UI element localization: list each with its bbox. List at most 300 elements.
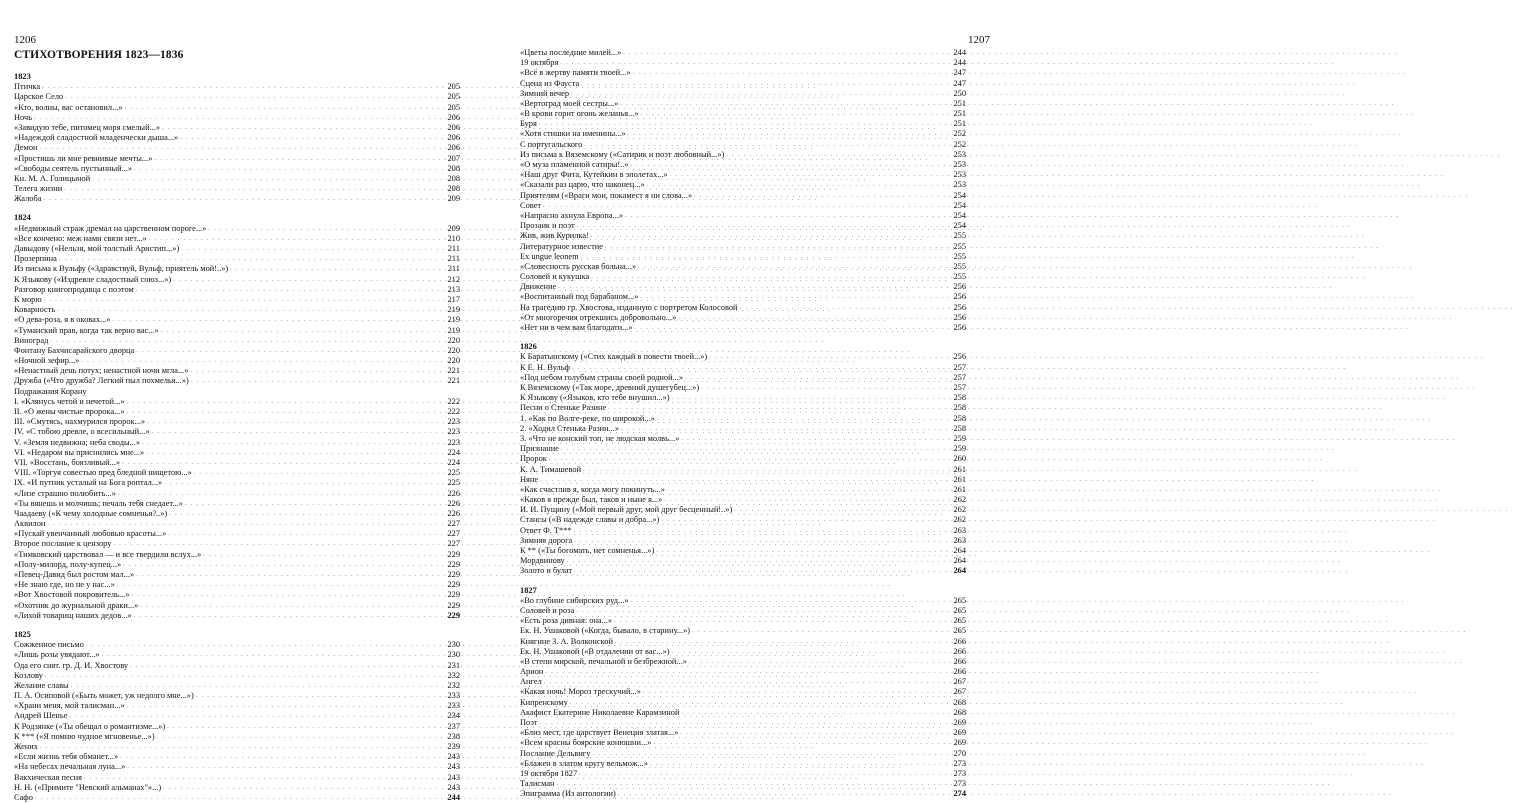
entry-title: Соловей и роза (520, 605, 575, 615)
entry-page: 258 (953, 393, 966, 403)
entry-page: 247 (953, 68, 966, 78)
entry-title: Кн. М. А. Голицыной (14, 173, 91, 183)
entry-title: «Недвижный страж дремал на царственном пороге...» (14, 223, 207, 233)
entry-title: Прозаик и поэт (520, 221, 575, 231)
entry-page: 225 (447, 478, 460, 488)
entry-title: «Певец-Давид был ростом мал...» (14, 570, 135, 580)
entry-title: Дружба («Что дружба? Легкий пыл похмелья...») (14, 376, 189, 386)
entry-title: К ** («Ты богомать, нет сомненья...») (520, 546, 655, 555)
entry-page: 227 (447, 539, 460, 549)
entry-page: 265 (953, 626, 966, 636)
entry-page: 253 (953, 160, 966, 170)
entry-title: К Языкову («Языков, кто тебе внушил...») (520, 393, 670, 403)
dot-leader (618, 788, 952, 799)
entry-page: 259 (953, 433, 966, 443)
entry-title: Фонтану Бахчисарайского дворца (14, 345, 135, 355)
entry-title: Золото и булат (520, 566, 573, 576)
entry-title: «Близ мест, где царствует Венеция златая...» (520, 728, 679, 738)
entry-page: 208 (447, 173, 460, 183)
entry-title: «Все кончено: меж нами связи нет...» (14, 233, 147, 243)
entry-title: К морю (14, 294, 42, 304)
year-section (14, 213, 460, 621)
entry-page: 231 (447, 660, 460, 670)
entry-page: 267 (953, 687, 966, 697)
entry-page: 221 (447, 376, 460, 386)
entry-title: «Во глубине сибирских руд...» (520, 595, 629, 605)
entry-title: П. А. Осиповой («Быть может, уж недолго мне...») (14, 691, 194, 701)
entry-page: 262 (953, 495, 966, 505)
entry-title: Телега жизни (14, 184, 63, 194)
section-year: 1827 (520, 585, 537, 595)
entry-title: Литературное известие (520, 241, 603, 251)
entry-title: Андрей Шенье (14, 711, 68, 721)
entry-page: 253 (953, 180, 966, 190)
entry-title: «Вот Хвостовой покровитель...» (14, 590, 130, 600)
entry-page: 256 (953, 352, 966, 362)
dot-leader (191, 375, 446, 386)
entry-page: 230 (447, 650, 460, 660)
year-section (520, 342, 966, 576)
entry-title: «Простишь ли мне ревнивые мечты...» (14, 153, 153, 163)
entry-title: Ек. Н. Ушаковой («Когда, бывало, в старину...») (520, 626, 691, 636)
entry-title: Прозерпина (14, 254, 57, 264)
entry-title: Поэт (520, 718, 538, 728)
entry-page: 264 (953, 556, 966, 566)
entry-page: 255 (953, 261, 966, 271)
entry-title: Вакхическая песня (14, 772, 82, 782)
entry-title: «Полу-милорд, полу-купец...» (14, 559, 122, 569)
entry-title: Княгине З. А. Волконской (520, 636, 613, 646)
entry-page: 219 (447, 325, 460, 335)
entry-title: «В степи мирской, печальной и безбрежной...» (520, 656, 687, 666)
dot-leader (134, 610, 446, 621)
entry-title: Признание (520, 444, 559, 454)
entry-page: 220 (447, 356, 460, 366)
entry-page: 263 (953, 525, 966, 535)
entry-title: К Вяземскому («Так море, древний душегубец...») (520, 383, 700, 392)
entry-title: «Ночной зефир...» (14, 356, 80, 366)
year-section (14, 72, 460, 204)
entry-page: 232 (447, 670, 460, 680)
section-year: 1823 (14, 72, 31, 81)
entry-title: «Наш друг Фита, Кутейкин в эполетах...» (520, 170, 668, 180)
entry-page: 251 (953, 119, 966, 129)
entry-page: 264 (953, 546, 966, 555)
entry-page: 274 (953, 789, 966, 799)
entry-title: «На небесах печальная луна...» (14, 762, 126, 772)
entry-page: 265 (953, 595, 966, 605)
page-number: 1206 (14, 34, 36, 46)
entry-page: 224 (447, 447, 460, 457)
entry-page: 265 (953, 605, 966, 615)
entry-title: Ода его сият. гр. Д. И. Хвостову (14, 660, 129, 670)
entry-title: «Каков я прежде был, таков и ныне я...» (520, 495, 663, 505)
entry-title: «Пускай увенчанный любовью красоты...» (14, 529, 167, 539)
entry-title: II. «О жены чистые пророка...» (14, 407, 125, 417)
entry-page: 269 (953, 738, 966, 748)
page-number: 1207 (968, 34, 990, 46)
year-section (14, 630, 460, 803)
entry-page: 234 (447, 711, 460, 721)
entry-page: 268 (953, 707, 966, 717)
entry-title: «Напрасно ахнула Европа...» (520, 210, 624, 220)
entry-page: 254 (953, 190, 966, 200)
entry-title: Второе послание к цензору (14, 539, 112, 549)
entry-title: Песни о Стеньке Разине (520, 403, 607, 413)
entry-page: 257 (953, 383, 966, 392)
section-year: 1825 (14, 629, 31, 639)
entry-page: 252 (953, 139, 966, 149)
entry-page: 229 (447, 559, 460, 569)
entry-page: 273 (953, 768, 966, 778)
entry-page: 217 (447, 294, 460, 304)
entry-page: 266 (953, 636, 966, 646)
toc-entry (520, 789, 966, 799)
entry-page: 229 (447, 610, 460, 620)
dot-leader (35, 792, 446, 803)
entry-title: Демон (14, 143, 38, 153)
entry-title: «Под небом голубым страны своей родной...» (520, 372, 684, 382)
entry-title: «Какая ночь! Мороз трескучий...» (520, 687, 641, 697)
entry-page: 237 (447, 721, 460, 731)
entry-title: Движение (520, 282, 557, 292)
entry-page: 251 (953, 98, 966, 108)
entry-title: I. «Клянусь четой и нечетой...» (14, 396, 125, 406)
entry-page: 211 (447, 254, 460, 264)
entry-page: 270 (953, 748, 966, 758)
entry-title: Талисман (520, 779, 555, 789)
entry-page: 243 (447, 782, 460, 792)
entry-title: «Всем красны боярские конюшни...» (520, 738, 652, 748)
entry-title: Буря (520, 119, 537, 129)
year-section (520, 586, 966, 800)
dot-leader (574, 565, 951, 576)
entry-title: III. «Смутясь, нахмурился пророк...» (14, 417, 146, 427)
entry-title: «Воспитанный под барабаном...» (520, 292, 639, 302)
entry-page: 252 (953, 129, 966, 139)
entry-page: 211 (447, 264, 460, 274)
entry-page: 268 (953, 697, 966, 707)
entry-page: 269 (953, 728, 966, 738)
entry-page: 266 (953, 656, 966, 666)
entry-title: «О муза пламенной сатиры!..» (520, 160, 629, 170)
entry-title: «Кто, волны, вас остановил...» (14, 102, 123, 112)
entry-title: «Цветы последние милей...» (520, 47, 622, 57)
entry-page: 261 (953, 484, 966, 494)
dot-leader (43, 193, 445, 204)
entry-page: 256 (953, 312, 966, 322)
entry-title: 3. «Что не конский топ, не людская молвь...» (520, 433, 680, 443)
entry-page: 206 (447, 112, 460, 122)
entry-page: 208 (447, 163, 460, 173)
entry-page: 255 (953, 272, 966, 282)
table-of-contents (520, 48, 966, 800)
entry-page: 264 (953, 566, 966, 576)
entry-title: Виноград (14, 335, 49, 345)
entry-page: 266 (953, 646, 966, 656)
entry-page: 227 (447, 529, 460, 539)
entry-title: «Блажен в златом кругу вельмож...» (520, 758, 648, 768)
entry-page: 208 (447, 184, 460, 194)
entry-page: 269 (953, 718, 966, 728)
entry-page: 227 (447, 519, 460, 529)
table-of-contents (14, 72, 460, 803)
entry-title: Ex ungue leonem (520, 251, 579, 261)
entry-title: 2. «Ходил Стенька Разин...» (520, 423, 620, 433)
toc-entry (14, 194, 460, 204)
entry-title: «Лизе страшно полюбить...» (14, 488, 116, 498)
entry-title: «Лишь розы увядают...» (14, 650, 100, 660)
entry-page: 244 (953, 58, 966, 68)
entry-title: Давыдову («Нельзя, мой толстый Аристип...») (14, 244, 180, 254)
entry-title: IX. «И путник усталый на Бога роптал...» (14, 478, 163, 488)
entry-title: «Сказали раз царю, что наконец...» (520, 180, 645, 190)
entry-page: 262 (953, 515, 966, 525)
section-year: 1824 (14, 213, 31, 223)
entry-page: 247 (953, 78, 966, 88)
entry-title: Жених (14, 742, 38, 752)
entry-title: Чаадаеву («К чему холодные сомненья?..») (14, 508, 168, 518)
entry-title: Н. Н. («Примите "Невский альманах"»...) (14, 782, 162, 792)
entry-page: 212 (447, 274, 460, 284)
entry-title: «Тимковский царствовал — и все твердили вслух...» (14, 549, 202, 559)
entry-title: К Баратынскому («Стих каждый в повести твоей...») (520, 352, 708, 362)
entry-page: 254 (953, 200, 966, 210)
entry-title: 1. «Как по Волге-реке, по широкой...» (520, 413, 655, 423)
entry-page: 226 (447, 488, 460, 498)
entry-page: 244 (953, 47, 966, 57)
entry-page: 233 (447, 701, 460, 711)
entry-title: Ек. Н. Ушаковой («В отдалении от вас...») (520, 646, 670, 656)
entry-page: 223 (447, 427, 460, 437)
entry-title: «Свободы сеятель пустынный...» (14, 163, 133, 173)
entry-title: «Не знаю где, но не у нас...» (14, 580, 115, 590)
entry-title: К Родзянке («Ты обещал о романтизме...») (14, 721, 166, 731)
entry-page: 250 (953, 88, 966, 98)
entry-title: «Надеждой сладостной младенчески дыша...» (14, 133, 179, 143)
entry-page: 223 (447, 437, 460, 447)
entry-title: Зимний вечер (520, 88, 570, 98)
entry-page: 266 (953, 667, 966, 677)
entry-title: «Словесность русская больна...» (520, 261, 637, 271)
entry-page: 256 (953, 282, 966, 292)
entry-page: 226 (447, 498, 460, 508)
entry-title: Желание славы (14, 680, 69, 690)
entry-title: Соловей и кукушка (520, 272, 590, 282)
entry-title: «Как счастлив я, когда могу покинуть...» (520, 484, 665, 494)
entry-title: Кипренскому (520, 697, 568, 707)
entry-page: 206 (447, 122, 460, 132)
entry-title: Сцена из Фауста (520, 78, 580, 88)
entry-title: Зимняя дорога (520, 535, 573, 545)
entry-title: Коварность (14, 305, 56, 315)
entry-page: 229 (447, 580, 460, 590)
entry-page: 205 (447, 92, 460, 102)
entry-page: 254 (953, 221, 966, 231)
entry-page: 221 (447, 366, 460, 376)
entry-title: С португальского (520, 139, 583, 149)
entry-page: 226 (447, 508, 460, 518)
entry-page: 205 (447, 82, 460, 92)
entry-title: Подражания Корану (14, 386, 87, 396)
entry-page: 229 (447, 590, 460, 600)
entry-page: 206 (447, 143, 460, 153)
entry-title: VII. «Восстань, боязливый...» (14, 457, 121, 467)
entry-page: 209 (447, 223, 460, 233)
entry-title: «Если жизнь тебя обманет...» (14, 752, 119, 762)
dot-leader (635, 322, 952, 333)
entry-page: 211 (447, 244, 460, 254)
entry-page: 243 (447, 752, 460, 762)
entry-title: Мордвинову (520, 556, 565, 566)
entry-page: 260 (953, 454, 966, 464)
entry-page: 251 (953, 109, 966, 119)
entry-title: Жалоба (14, 194, 42, 204)
entry-page: 244 (447, 792, 460, 802)
entry-page: 273 (953, 779, 966, 789)
entry-page: 273 (953, 758, 966, 768)
entry-page: 239 (447, 742, 460, 752)
toc-entry (520, 323, 966, 333)
entry-page: 255 (953, 231, 966, 241)
entry-page: 229 (447, 549, 460, 559)
entry-title: «Ты вянешь и молчишь; печаль тебя снедает...» (14, 498, 183, 508)
entry-page: 222 (447, 407, 460, 417)
entry-page: 209 (447, 194, 460, 204)
entry-title: «Всё в жертву памяти твоей...» (520, 68, 631, 78)
entry-title: Арион (520, 667, 544, 677)
entry-title: К Языкову («Издревле сладостный союз...») (14, 274, 172, 284)
toc-entry (14, 611, 460, 621)
entry-page: 225 (447, 468, 460, 478)
entry-title: На трагедию гр. Хвостова, изданную с портретом Колосовой (520, 302, 738, 312)
entry-page: 262 (953, 505, 966, 515)
entry-page: 220 (447, 335, 460, 345)
entry-page: 265 (953, 616, 966, 626)
entry-page: 222 (447, 396, 460, 406)
toc-entry (14, 793, 460, 803)
entry-page: 255 (953, 251, 966, 261)
entry-page: 210 (447, 233, 460, 243)
entry-title: Совет (520, 200, 542, 210)
entry-page: 233 (447, 691, 460, 701)
entry-title: Из письма к Вяземскому («Сатирик и поэт любовный...») (520, 149, 725, 159)
entry-title: 19 октября (520, 58, 559, 68)
entry-page: 257 (953, 372, 966, 382)
entry-title: К *** («Я помню чудное мгновенье...») (14, 731, 155, 741)
entry-title: Няне (520, 474, 539, 484)
year-section (520, 48, 966, 333)
entry-page: 256 (953, 302, 966, 312)
entry-page: 205 (447, 102, 460, 112)
entry-page: 255 (953, 241, 966, 251)
entry-title: «От многоречия отрекшись добровольно...» (520, 312, 677, 322)
entry-title: «Охотник до журнальной драки...» (14, 600, 139, 610)
entry-title: Разговор книгопродавца с поэтом (14, 284, 134, 294)
entry-page: 243 (447, 762, 460, 772)
entry-title: «Хотя стишки на именины...» (520, 129, 626, 139)
entry-title: Царское Село (14, 92, 64, 102)
entry-page: 258 (953, 403, 966, 413)
entry-title: Ангел (520, 677, 542, 687)
entry-page: 229 (447, 570, 460, 580)
entry-page: 223 (447, 417, 460, 427)
entry-page: 256 (953, 292, 966, 302)
entry-page: 207 (447, 153, 460, 163)
entry-title: Ночь (14, 112, 33, 122)
entry-page: 263 (953, 535, 966, 545)
entry-title: Жив, жив Курилка! (520, 231, 589, 241)
entry-title: «Завидую тебе, питомец моря смелый...» (14, 122, 161, 132)
entry-page: 232 (447, 680, 460, 690)
entry-page: 243 (447, 772, 460, 782)
entry-title: «Вертоград моей сестры...» (520, 98, 619, 108)
entry-page: 238 (447, 731, 460, 741)
entry-title: И. И. Пущину («Мой первый друг, мой друг бесценный!..») (520, 505, 733, 515)
entry-page: 224 (447, 457, 460, 467)
section-year: 1826 (520, 342, 537, 352)
entry-page: 220 (447, 345, 460, 355)
entry-page: 254 (953, 210, 966, 220)
entry-title: Козлову (14, 670, 43, 680)
entry-title: Птичка (14, 82, 41, 92)
entry-title: Сафо (14, 792, 33, 802)
entry-page: 253 (953, 149, 966, 159)
entry-page: 219 (447, 315, 460, 325)
entry-page: 219 (447, 305, 460, 315)
entry-title: VIII. «Торгуя совестью пред бледной нищетою...» (14, 468, 192, 478)
entry-page: 213 (447, 284, 460, 294)
entry-page: 259 (953, 444, 966, 454)
entry-title: «Есть роза дивная: она...» (520, 616, 613, 626)
entry-title: Пророк (520, 454, 547, 464)
entry-page: 206 (447, 133, 460, 143)
entry-title: V. «Земля недвижна; неба своды...» (14, 437, 141, 447)
entry-page: 261 (953, 474, 966, 484)
entry-title: Сожженное письмо (14, 640, 84, 650)
entry-title: Приятелям («Враги мои, покамест я ни слова...» (520, 190, 693, 200)
entry-title: 19 октября 1827 (520, 768, 578, 778)
entry-title: «Туманский прав, когда так верно вас...» (14, 325, 159, 335)
entry-page: 229 (447, 600, 460, 610)
entry-title: Стансы («В надежде славы и добра...») (520, 515, 660, 525)
entry-page: 261 (953, 464, 966, 474)
entry-title: Акафист Екатерине Николаевне Карамзиной (520, 707, 680, 717)
entry-title: «Нет ни в чем вам благодати...» (520, 323, 633, 333)
toc-entry (520, 566, 966, 576)
entry-title: «Храни меня, мой талисман...» (14, 701, 125, 711)
entry-title: Послание Дельвигу (520, 748, 591, 758)
entry-title: IV. «С тобою древле, о всесильный...» (14, 427, 150, 437)
entry-title: Из письма к Вульфу («Здравствуй, Вульф, приятель мой!..») (14, 264, 229, 274)
entry-page: 257 (953, 362, 966, 372)
entry-title: «Ненастный день потух; ненастной ночи мгла...» (14, 366, 189, 376)
entry-page: 256 (953, 323, 966, 333)
entry-page: 258 (953, 423, 966, 433)
page-title: СТИХОТВОРЕНИЯ 1823—1836 (14, 49, 184, 61)
entry-title: VI. «Недаром вы приснились мне...» (14, 447, 145, 457)
entry-page: 258 (953, 413, 966, 423)
toc-entry (14, 376, 460, 386)
entry-title: «Лихой товарищ наших дедов...» (14, 610, 132, 620)
entry-title: «О дева-роза, я в оковах...» (14, 315, 111, 325)
entry-title: К Е. Н. Вульф (520, 362, 570, 372)
entry-page: 253 (953, 170, 966, 180)
entry-page: 230 (447, 640, 460, 650)
entry-title: Аквилон (14, 519, 46, 529)
entry-title: Ответ Ф. Т*** (520, 525, 572, 535)
entry-title: К. А. Тимашевой (520, 464, 582, 474)
